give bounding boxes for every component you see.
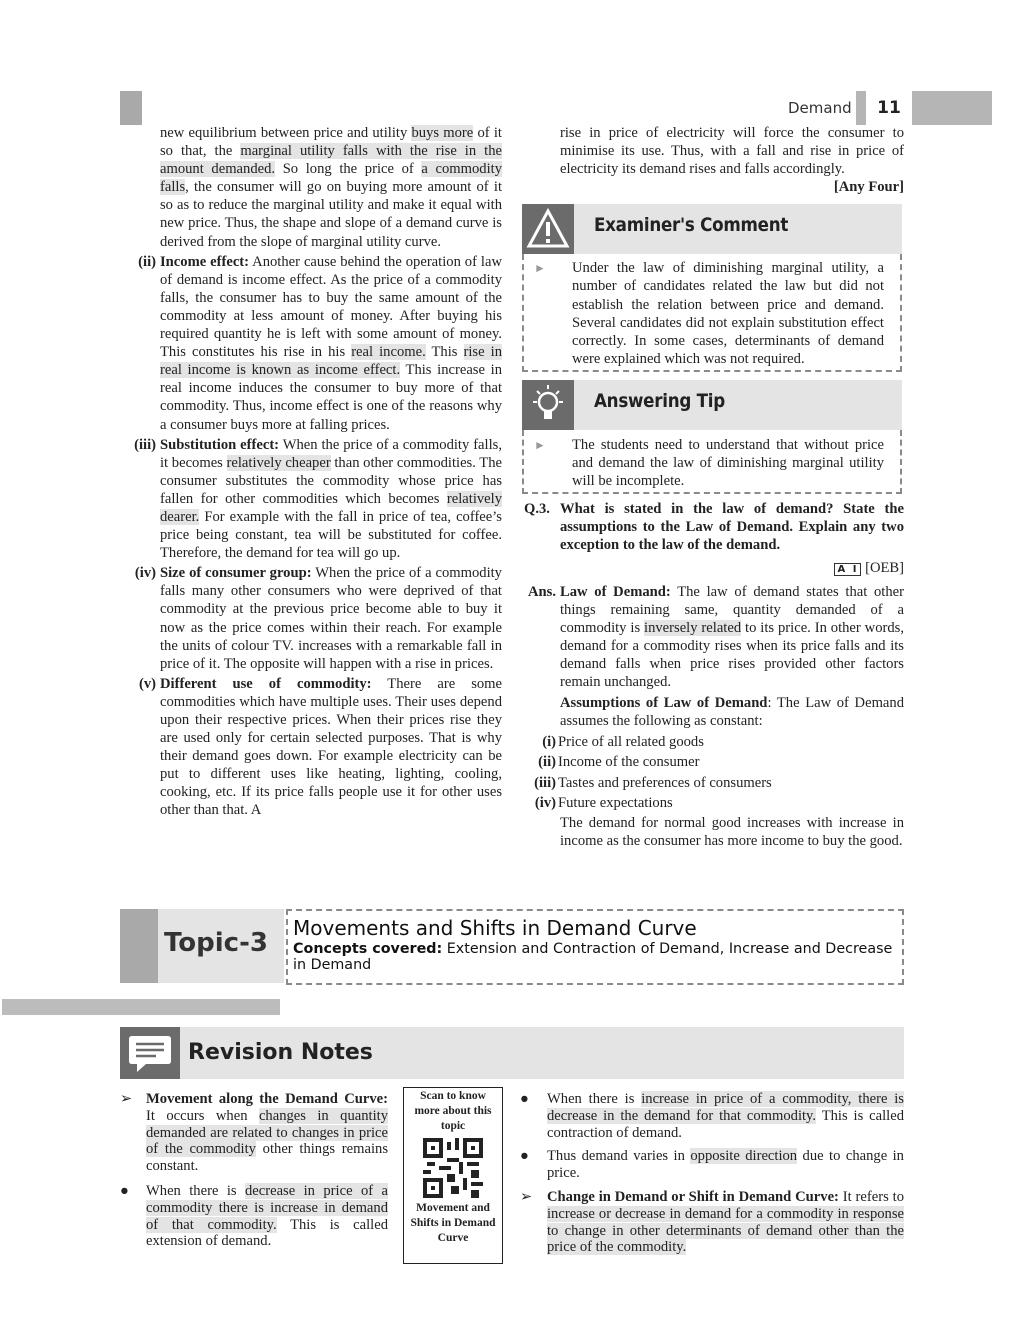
examiner-comment-title: Examiner's Comment: [594, 214, 789, 237]
concepts-label: Concepts covered:: [293, 941, 443, 957]
item-title: Size of consumer group:: [160, 565, 312, 582]
intro-paragraph: [120, 124, 502, 251]
qr-code-image[interactable]: [423, 1138, 483, 1198]
concepts-text: Extension and Contraction of Demand, Increase and Decrease in Demand: [293, 941, 893, 973]
revision-left-column: [120, 1091, 388, 1250]
assumption-item: [522, 753, 904, 771]
highlight: increase in price of a commodity, there is decrease in the demand for that commodity.: [547, 1091, 904, 1124]
question-label: Q.3.: [524, 501, 550, 518]
assumption-text: Future expectations: [558, 794, 673, 811]
item-number: (ii): [538, 754, 556, 771]
highlight: relatively dearer.: [160, 490, 502, 525]
page-number: 11: [866, 91, 912, 125]
highlight: opposite direction: [690, 1148, 798, 1165]
question-tags: [522, 559, 904, 579]
topic-label: Topic-3: [164, 928, 268, 958]
item-number: (v): [138, 675, 156, 692]
assumption-item: [522, 733, 904, 751]
text: other things remains constant.: [146, 1141, 388, 1175]
text: This is called contraction of demand.: [547, 1107, 905, 1141]
assumption-text: Price of all related goods: [558, 734, 704, 751]
item-title: Substitution effect:: [160, 436, 280, 453]
revision-note: [520, 1091, 904, 1141]
qr-caption-bottom: Movement and Shifts in Demand Curve: [410, 1202, 496, 1244]
highlight: rise in real income is known as income effect.: [160, 344, 502, 379]
item-number: (iii): [534, 774, 556, 791]
question-3: [522, 500, 904, 554]
lightbulb-icon: [522, 380, 574, 430]
note-title: Movement along the Demand Curve:: [146, 1091, 388, 1107]
any-four-tag: [Any Four]: [833, 179, 904, 196]
text: When the price of a commodity falls many other consumers who were deprived of that commodity at the previous price become able to buy it now as the price comes within their reach. For example the units of colour TV. increases with a remarkable fall in price of it. The opposite will happen with a rise in prices.: [160, 565, 502, 672]
text: It occurs when: [146, 1107, 259, 1124]
text: The law of demand states that other things remaining same, quantity demanded of a commodity is: [560, 583, 904, 636]
closing-paragraph: The demand for normal good increases with increase in income as the consumer has more income to buy the good.: [560, 814, 904, 849]
right-column: [522, 124, 904, 850]
answering-tip-header: [522, 380, 902, 430]
ai-badge: A I: [834, 563, 861, 576]
text: When there is: [146, 1182, 245, 1199]
text: When the price of a commodity falls, it becomes: [160, 436, 502, 471]
header-left-bar: [120, 91, 142, 125]
consumer-group-item: [120, 564, 502, 673]
answering-tip-box: [522, 430, 902, 494]
running-header-section: Demand: [788, 99, 852, 117]
text: : The Law of Demand assumes the following as constant:: [560, 695, 904, 730]
topic-side-bar: [120, 909, 158, 983]
assumptions-intro: [522, 694, 904, 730]
bullet-icon: ●: [520, 1091, 529, 1107]
answer-title: Law of Demand:: [560, 583, 671, 600]
pointer-icon: ►: [534, 437, 546, 452]
answering-tip-text: The students need to understand that without price and demand the law of diminishing marginal utility will be incomplete.: [572, 436, 884, 490]
warning-icon: [522, 204, 574, 254]
revision-right-column: [520, 1091, 904, 1256]
text: For example with the fall in price of tea, coffee’s price being constant, tea will be substituted for coffee. Therefore, the demand for tea will go up.: [160, 508, 502, 562]
assumptions-title: Assumptions of Law of Demand: [560, 695, 768, 712]
text: than other commodities. The consumer substitutes the commodity whose price has fallen for other commodities which becomes: [160, 454, 502, 507]
highlight: a commodity falls: [160, 161, 503, 196]
text: new equilibrium between price and utility: [160, 125, 412, 141]
assumption-text: Tastes and preferences of consumers: [558, 774, 772, 791]
examiner-comment-text: Under the law of diminishing marginal utility, a number of candidates related the law but did not establish the relation between price and demand. Several candidates did not explain substitution effect correctly. In some cases, determinants of demand were explained which was not required.: [572, 260, 884, 367]
highlight: marginal utility falls with the rise in the amount demanded.: [160, 143, 502, 178]
left-column: [120, 124, 502, 820]
revision-note: [520, 1189, 904, 1256]
assumption-item: [522, 774, 904, 792]
text: Another cause behind the operation of law of demand is income effect. As the price of a commodity falls, the consumer has to buy the same amount of the commodity at less amount of money. After buying his required quantity he is left with some amount of money. This constitutes his rise in his: [160, 253, 502, 361]
highlight: inversely related: [644, 619, 742, 636]
text: of it so that, the: [160, 125, 502, 160]
arrow-bullet-icon: ➢: [120, 1091, 133, 1107]
continued-paragraph: rise in price of electricity will force the consumer to minimise its use. Thus, with a fall and rise in price of electricity its demand rises and falls accordingly.: [560, 125, 904, 178]
highlight: buys more: [411, 125, 474, 141]
question-tag: [OEB]: [865, 559, 904, 576]
qr-box: [403, 1087, 503, 1264]
bullet-icon: ●: [120, 1182, 129, 1199]
text: Thus demand varies in: [547, 1148, 691, 1165]
revision-note: [120, 1183, 388, 1250]
separator-bar: [2, 999, 280, 1015]
qr-caption-top: Scan to know more about this topic: [414, 1090, 492, 1132]
item-title: Income effect:: [160, 253, 250, 270]
highlight: real income.: [351, 344, 426, 361]
answer: [522, 583, 904, 692]
answer-label: Ans.: [528, 583, 556, 600]
text: This: [425, 344, 464, 361]
question-text: What is stated in the law of demand? State the assumptions to the Law of Demand. Explain any two exception to the law of the demand.: [560, 501, 904, 554]
pointer-icon: ►: [534, 261, 546, 276]
item-number: (iv): [534, 794, 556, 811]
assumption-text: Income of the consumer: [558, 754, 700, 771]
arrow-bullet-icon: ➢: [520, 1188, 533, 1205]
item-title: Different use of commodity:: [160, 675, 372, 692]
item-number: (i): [542, 734, 556, 751]
substitution-effect-item: [120, 436, 502, 563]
highlight: decrease in price of a commodity there is increase in demand of that commodity.: [146, 1182, 388, 1233]
highlight: changes in quantity demanded are related to changes in price of the commodity: [146, 1107, 388, 1158]
topic-concepts: [293, 941, 899, 973]
text: It refers to: [838, 1188, 904, 1205]
item-number: (ii): [138, 253, 156, 270]
text: This is called extension of demand.: [146, 1216, 389, 1250]
text: So long the price of: [275, 161, 422, 178]
item-number: (iv): [134, 565, 156, 582]
examiner-comment-box: [522, 254, 902, 372]
text: When there is: [547, 1091, 642, 1107]
text: There are some commodities which have multiple uses. Their uses depend upon their respective prices. When their prices rise they are used only for certain selected purposes. That is why their demand goes down. For example electricity can be put to different uses like heating, lighting, cooling, cooking, etc. If its price falls people use it for other uses other than that. A: [160, 675, 503, 819]
text: This increase in real income induces the consumer to buy more of that commodity. Thus, income effect is one of the reasons why a consumer buys more at falling prices.: [160, 362, 502, 433]
answering-tip-title: Answering Tip: [594, 389, 725, 412]
revision-note: [520, 1148, 904, 1182]
revision-note: [120, 1091, 388, 1175]
examiner-comment-header: [522, 204, 902, 254]
income-effect-item: [120, 253, 502, 434]
different-use-item: [120, 675, 502, 820]
bullet-icon: ●: [520, 1148, 529, 1165]
text: , the consumer will go on buying more amount of it so as to reduce the marginal utility and make it equal with new price. Thus, the shape and slope of a demand curve is derived from the slope of marginal utility curve.: [160, 179, 502, 250]
highlight: relatively cheaper: [226, 454, 331, 471]
topic-title: Movements and Shifts in Demand Curve: [293, 916, 697, 940]
note-title: Change in Demand or Shift in Demand Curve:: [547, 1188, 839, 1205]
highlight: increase or decrease in demand for a commodity in response to change in other determinants of demand other than the price of the commodity.: [547, 1205, 904, 1256]
assumption-item: [522, 794, 904, 812]
text: due to change in price.: [547, 1148, 904, 1182]
revision-notes-title: Revision Notes: [188, 1040, 373, 1065]
item-number: (iii): [134, 436, 156, 453]
chat-bubble-icon: [120, 1027, 180, 1079]
text: to its price. In other words, demand for a commodity rises when its price falls and its demand falls when price rises provided other factors remain unchanged.: [560, 619, 905, 691]
